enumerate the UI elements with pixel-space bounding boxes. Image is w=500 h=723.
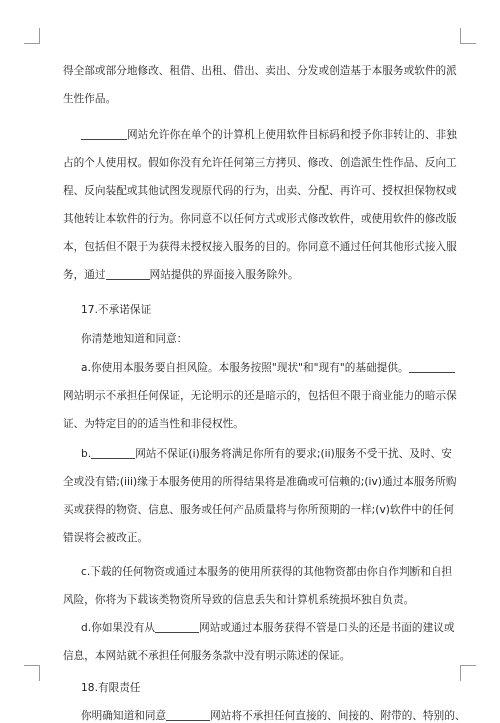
line-text: 务，通过	[63, 269, 106, 281]
fill-in-blank	[409, 361, 455, 373]
fill-in-blank	[81, 128, 127, 140]
text-line	[63, 593, 414, 607]
fill-in-blank	[155, 621, 199, 633]
text-line	[81, 332, 187, 346]
line-text: 17.不承诺保证	[81, 304, 152, 316]
text-line	[63, 475, 457, 489]
fill-in-blank	[106, 268, 150, 280]
crop-mark-bottom-right-v	[460, 665, 461, 681]
line-text: 信息，本网站就不承担任何服务条款中没有明示陈述的保证。	[63, 650, 351, 662]
crop-mark-bottom-right-h	[460, 665, 476, 666]
line-text: c.下载的任何物资或通过本服务的使用所获得的其他物资都由你自作判断和自担	[81, 566, 453, 578]
text-line	[63, 417, 244, 431]
fill-in-blank	[166, 709, 210, 721]
text-line	[63, 212, 457, 226]
crop-mark-bottom-left-v	[39, 665, 40, 681]
crop-mark-top-left-h	[24, 43, 40, 44]
text-line	[63, 531, 148, 545]
text-line	[81, 709, 466, 723]
line-text: 你明确知道和同意	[81, 710, 167, 722]
line-text: 网站不保证(i)服务将满足你所有的要求;(ii)服务不受干扰、及时、安	[135, 448, 452, 460]
line-text: d.你如果没有从	[81, 622, 156, 634]
line-text: 生性作品。	[63, 93, 117, 105]
text-line	[63, 240, 457, 254]
text-line	[63, 268, 299, 282]
crop-mark-top-left-v	[39, 28, 40, 44]
line-text: 买或获得的物资、信息、服务或任何产品质量将与你所预期的一样;(v)软件中的任何	[63, 504, 454, 516]
text-line	[81, 447, 452, 461]
line-text: 网站提供的界面接入服务除外。	[149, 269, 299, 281]
text-line	[63, 92, 116, 106]
line-text: 网站或通过本服务获得不管是口头的还是书面的建议或	[199, 622, 455, 634]
text-line	[63, 156, 457, 170]
crop-mark-top-right-h	[460, 43, 476, 44]
line-text: 得全部或部分地修改、租借、出租、借出、卖出、分发或创造基于本服务或软件的派	[63, 65, 457, 77]
text-line	[63, 64, 457, 78]
line-text: 你清楚地知道和同意：	[81, 333, 188, 345]
line-text: 网站将不承担任何直接的、间接的、附带的、特别的、	[210, 710, 466, 722]
line-text: 错误将会被改正。	[63, 532, 149, 544]
line-text: 占的个人使用权。假如你没有允许任何第三方拷贝、修改、创造派生性作品、反向工	[63, 157, 457, 169]
text-line	[63, 503, 454, 517]
line-text: 全或没有错;(iii)缘于本服务使用的所得结果将是准确或可信赖的;(iv)通过本服务所购	[63, 476, 457, 488]
text-line	[63, 649, 350, 663]
line-text: 网站允许你在单个的计算机上使用软件目标码和授予你非转让的、非独	[127, 129, 457, 141]
text-line	[81, 128, 457, 142]
line-text: 证、为特定目的的适当性和非侵权性。	[63, 418, 244, 430]
line-text: 程、反向装配或其他试图发现原代码的行为，出卖、分配、再许可、授权担保物权或	[63, 185, 457, 197]
text-line	[81, 565, 452, 579]
fill-in-blank	[91, 447, 135, 459]
line-text: 本，包括但不限于为获得未授权接入服务的目的。你同意不通过任何其他形式接入服	[63, 241, 457, 253]
crop-mark-bottom-left-h	[24, 665, 40, 666]
text-line	[81, 303, 151, 317]
line-text: 18.有限责任	[81, 682, 141, 694]
text-line	[63, 389, 457, 403]
text-line	[63, 184, 457, 198]
line-text: 风险，你将为下载该类物资所导致的信息丢失和计算机系统损坏独自负责。	[63, 594, 415, 606]
text-line	[81, 681, 141, 695]
line-text: a.你使用本服务要自担风险。本服务按照"现状"和"现有"的基础提供。	[81, 362, 409, 374]
line-text: 其他转让本软件的行为。你同意不以任何方式或形式修改软件，或使用软件的修改版	[63, 213, 457, 225]
line-text: 网站明示不承担任何保证，无论明示的还是暗示的，包括但不限于商业能力的暗示保	[63, 390, 457, 402]
line-text: b.	[81, 448, 92, 460]
text-line	[81, 621, 455, 635]
crop-mark-top-right-v	[460, 28, 461, 44]
text-line	[81, 361, 455, 375]
